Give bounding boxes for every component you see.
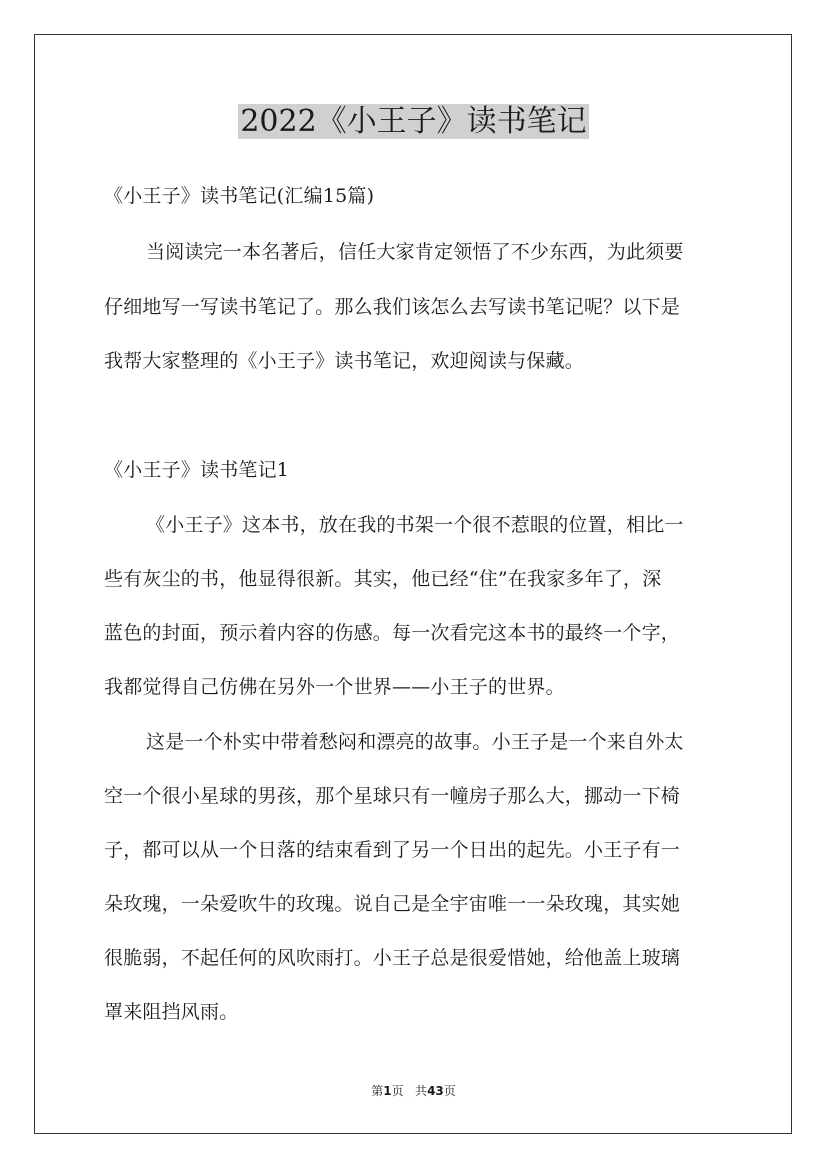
document-subtitle: 《小王子》读书笔记(汇编15篇) xyxy=(104,185,375,207)
intro-line-3: 我帮大家整理的《小王子》读书笔记，欢迎阅读与保藏。 xyxy=(104,350,585,372)
paragraph1-line-2: 些有灰尘的书，他显得很新。其实，他已经“住”在我家多年了，深 xyxy=(104,568,662,590)
paragraph2-line-6: 罩来阻挡风雨。 xyxy=(104,1001,239,1023)
footer-total-pages: 43 xyxy=(427,1084,444,1098)
paragraph2-line-2: 空一个很小星球的男孩，那个星球只有一幢房子那么大，挪动一下椅 xyxy=(104,785,681,807)
footer-total-suffix: 页 xyxy=(443,1084,456,1098)
paragraph2-line-4: 朵玫瑰，一朵爱吹牛的玫瑰。说自己是全宇宙唯一一朵玫瑰，其实她 xyxy=(104,893,681,915)
footer-page-prefix: 第 xyxy=(371,1084,384,1098)
intro-line-1: 当阅读完一本名著后，信任大家肯定领悟了不少东西，为此须要 xyxy=(146,241,684,263)
footer-page-number: 1 xyxy=(383,1084,392,1098)
paragraph2-line-1: 这是一个朴实中带着愁闷和漂亮的故事。小王子是一个来自外太 xyxy=(146,731,684,753)
footer-total-prefix: 共 xyxy=(415,1084,428,1098)
paragraph1-line-3: 蓝色的封面，预示着内容的伤感。每一次看完这本书的最终一个字， xyxy=(104,622,681,644)
paragraph1-line-4: 我都觉得自己仿佛在另外一个世界——小王子的世界。 xyxy=(104,676,565,698)
paragraph2-line-5: 很脆弱，不起任何的风吹雨打。小王子总是很爱惜她，给他盖上玻璃 xyxy=(104,947,681,969)
document-title xyxy=(0,100,827,144)
page-footer xyxy=(0,1082,827,1099)
paragraph1-line-1: 《小王子》这本书，放在我的书架一个很不惹眼的位置，相比一 xyxy=(146,514,684,536)
section-heading: 《小王子》读书笔记1 xyxy=(104,459,290,481)
intro-line-2: 仔细地写一写读书笔记了。那么我们该怎么去写读书笔记呢？以下是 xyxy=(104,296,681,318)
footer-page-suffix: 页 xyxy=(391,1084,404,1098)
document-title-text: 2022《小王子》读书笔记 xyxy=(240,104,587,139)
paragraph2-line-3: 子，都可以从一个日落的结束看到了另一个日出的起先。小王子有一 xyxy=(104,839,681,861)
